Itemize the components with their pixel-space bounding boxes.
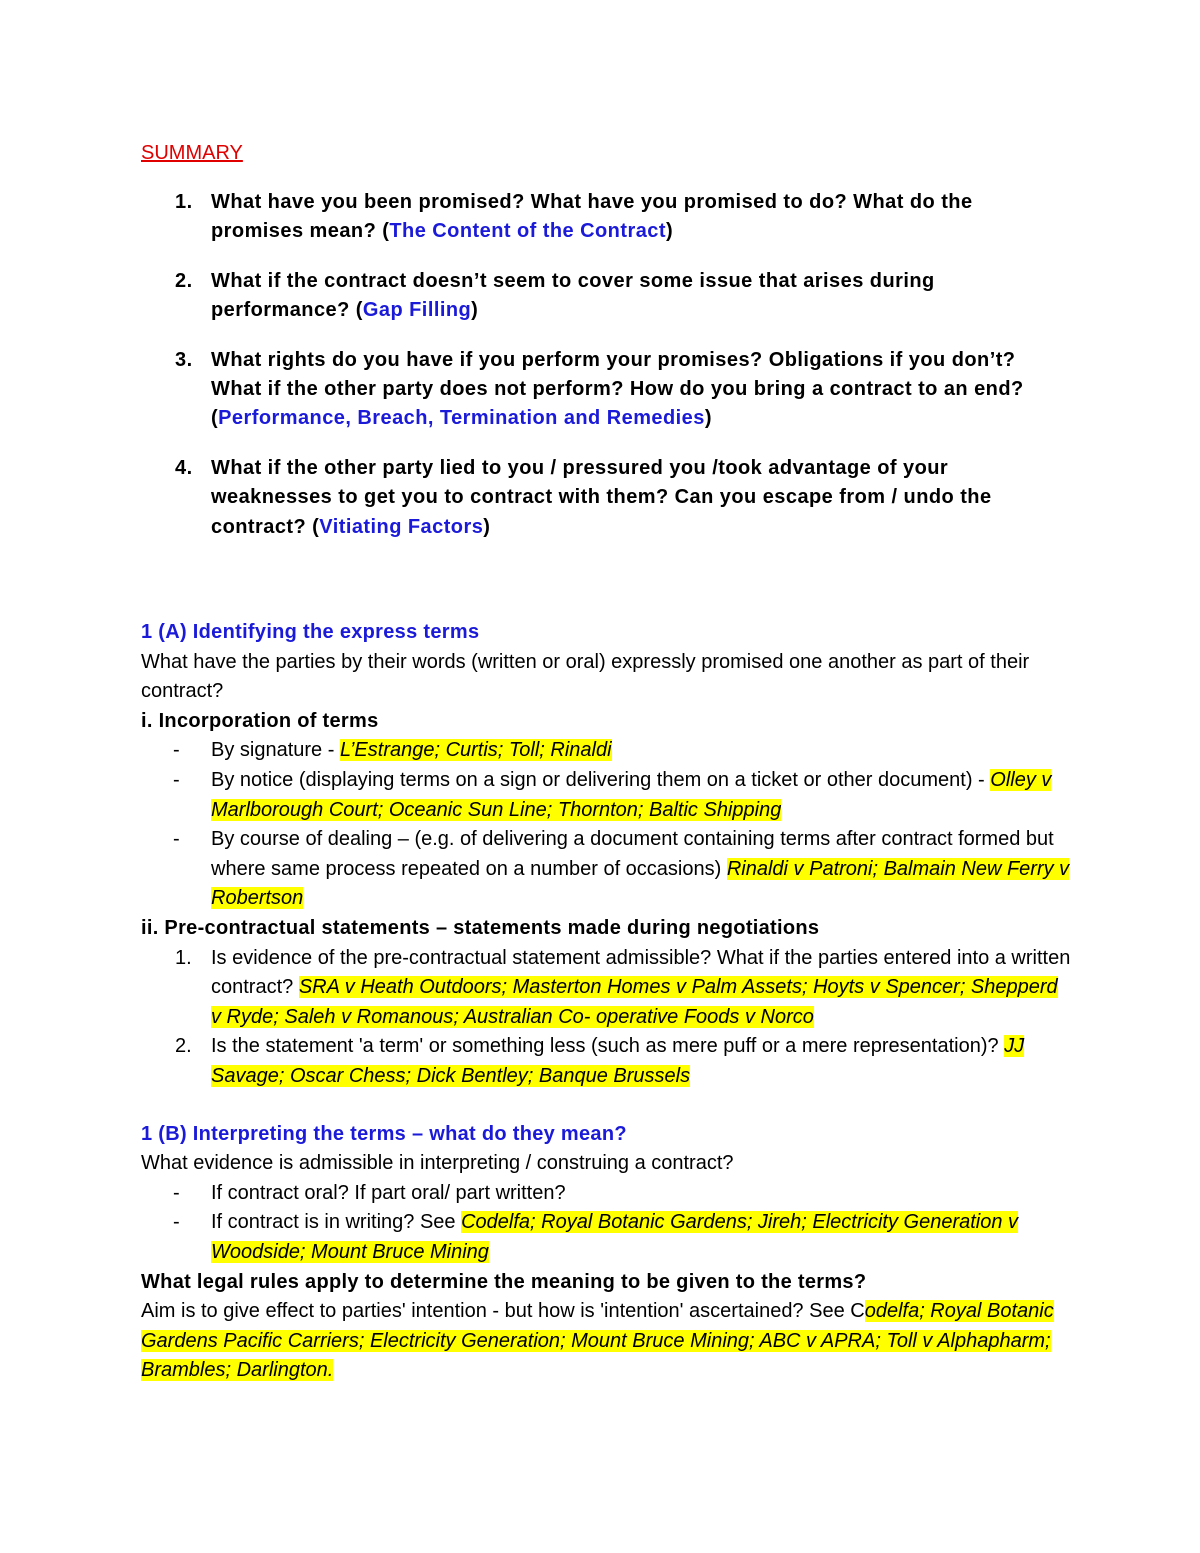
summary-title: SUMMARY [141,142,243,164]
case-citations: Rinaldi v Patroni; Balmain New Ferry v Robertson [211,857,1070,910]
list-item [141,766,1071,825]
question-text: What if the contract doesn’t seem to cover some issue that arises during performance? ( [211,269,935,322]
question-topic: The Content of the Contract [389,220,666,243]
case-citations: SRA v Heath Outdoors; Masterton Homes v Palm Assets; Hoyts v Spencer; Shepperd v Ryde; Saleh v Romanous; Australian Co- operative Foods v Norco [211,976,1058,1028]
dash-bullet: - [173,739,180,762]
question-tail: ) [483,515,491,538]
summary-question [141,267,1071,326]
incorporation-heading: i. Incorporation of terms [141,709,379,732]
section-a-heading: 1 (A) Identifying the express terms [141,621,480,644]
dash-bullet: - [173,828,180,851]
item-text: Is the statement 'a term' or something less (such as mere puff or a mere representation)? [211,1035,1005,1058]
spacer [141,562,1071,618]
question-text: What if the other party lied to you / pressured you /took advantage of your weaknesses to get you to contract with them? Can you escape from / undo the contract? ( [211,456,992,538]
question-number: 4. [175,456,193,479]
pre-contractual-list [141,944,1071,1092]
list-item [141,1032,1071,1091]
summary-question [141,454,1071,542]
item-text: Is evidence of the pre-contractual statement admissible? What if the parties entered into a written contract? [211,946,1071,999]
question-text: What rights do you have if you perform your promises? Obligations if you don’t? What if the other party does not perform? How do you bring a contract to an end? ( [211,348,1024,430]
legal-rules-heading: What legal rules apply to determine the meaning to be given to the terms? [141,1270,867,1293]
item-text: If contract is in writing? See [211,1211,462,1234]
section-b-heading: 1 (B) Interpreting the terms – what do they mean? [141,1122,627,1145]
spacer [141,1092,1071,1120]
document-page [141,138,1071,1386]
question-number: 2. [175,269,193,292]
case-citations: odelfa; Royal Botanic Gardens Pacific Carriers; Electricity Generation; Mount Bruce Mining; ABC v APRA; Toll v Alphapharm; Brambles; Darlington. [141,1300,1054,1382]
legal-rules-text [141,1297,1071,1386]
pre-contractual-heading: ii. Pre-contractual statements – statements made during negotiations [141,917,820,939]
section-a-intro: What have the parties by their words (written or oral) expressly promised one another as part of their contract? [141,650,1030,703]
item-text: If contract oral? If part oral/ part written? [211,1181,566,1204]
item-number: 1. [175,946,192,969]
list-item [141,944,1071,1033]
item-text: By course of dealing – (e.g. of delivering a document containing terms after contract formed but where same process repeated on a number of occasions) [211,828,1054,880]
question-topic: Performance, Breach, Termination and Remedies [218,407,705,430]
section-b-intro: What evidence is admissible in interpreting / construing a contract? [141,1152,734,1175]
list-item [141,1179,1071,1209]
list-item [141,1208,1071,1267]
item-text: By notice (displaying terms on a sign or delivering them on a ticket or other document) - [211,769,991,792]
case-citations: Codelfa; Royal Botanic Gardens; Jireh; Electricity Generation v Woodside; Mount Bruce Mining [211,1211,1019,1263]
list-item [141,736,1071,766]
item-text: By signature - [211,739,340,762]
question-tail: ) [704,407,712,430]
question-tail: ) [471,299,479,322]
rules-text: Aim is to give effect to parties' intention - but how is 'intention' ascertained? See C [141,1300,865,1323]
summary-question-list [141,188,1071,542]
question-text: What have you been promised? What have you promised to do? What do the promises mean? ( [211,191,973,243]
question-number: 3. [175,348,193,371]
list-item [141,825,1071,914]
item-number: 2. [175,1035,192,1058]
question-topic: Vitiating Factors [319,515,484,538]
case-citations: JJ Savage; Oscar Chess; Dick Bentley; Banque Brussels [211,1035,1025,1087]
dash-bullet: - [173,769,180,792]
dash-bullet: - [173,1181,180,1204]
question-topic: Gap Filling [362,299,472,322]
question-number: 1. [175,191,193,213]
case-citations: L’Estrange; Curtis; Toll; Rinaldi [339,739,612,762]
summary-question [141,188,1071,247]
case-citations: Olley v Marlborough Court; Oceanic Sun Line; Thornton; Baltic Shipping [211,769,1052,821]
dash-bullet: - [173,1211,180,1234]
incorporation-list [141,736,1071,914]
summary-question [141,346,1071,434]
question-tail: ) [665,220,674,243]
evidence-list [141,1179,1071,1268]
